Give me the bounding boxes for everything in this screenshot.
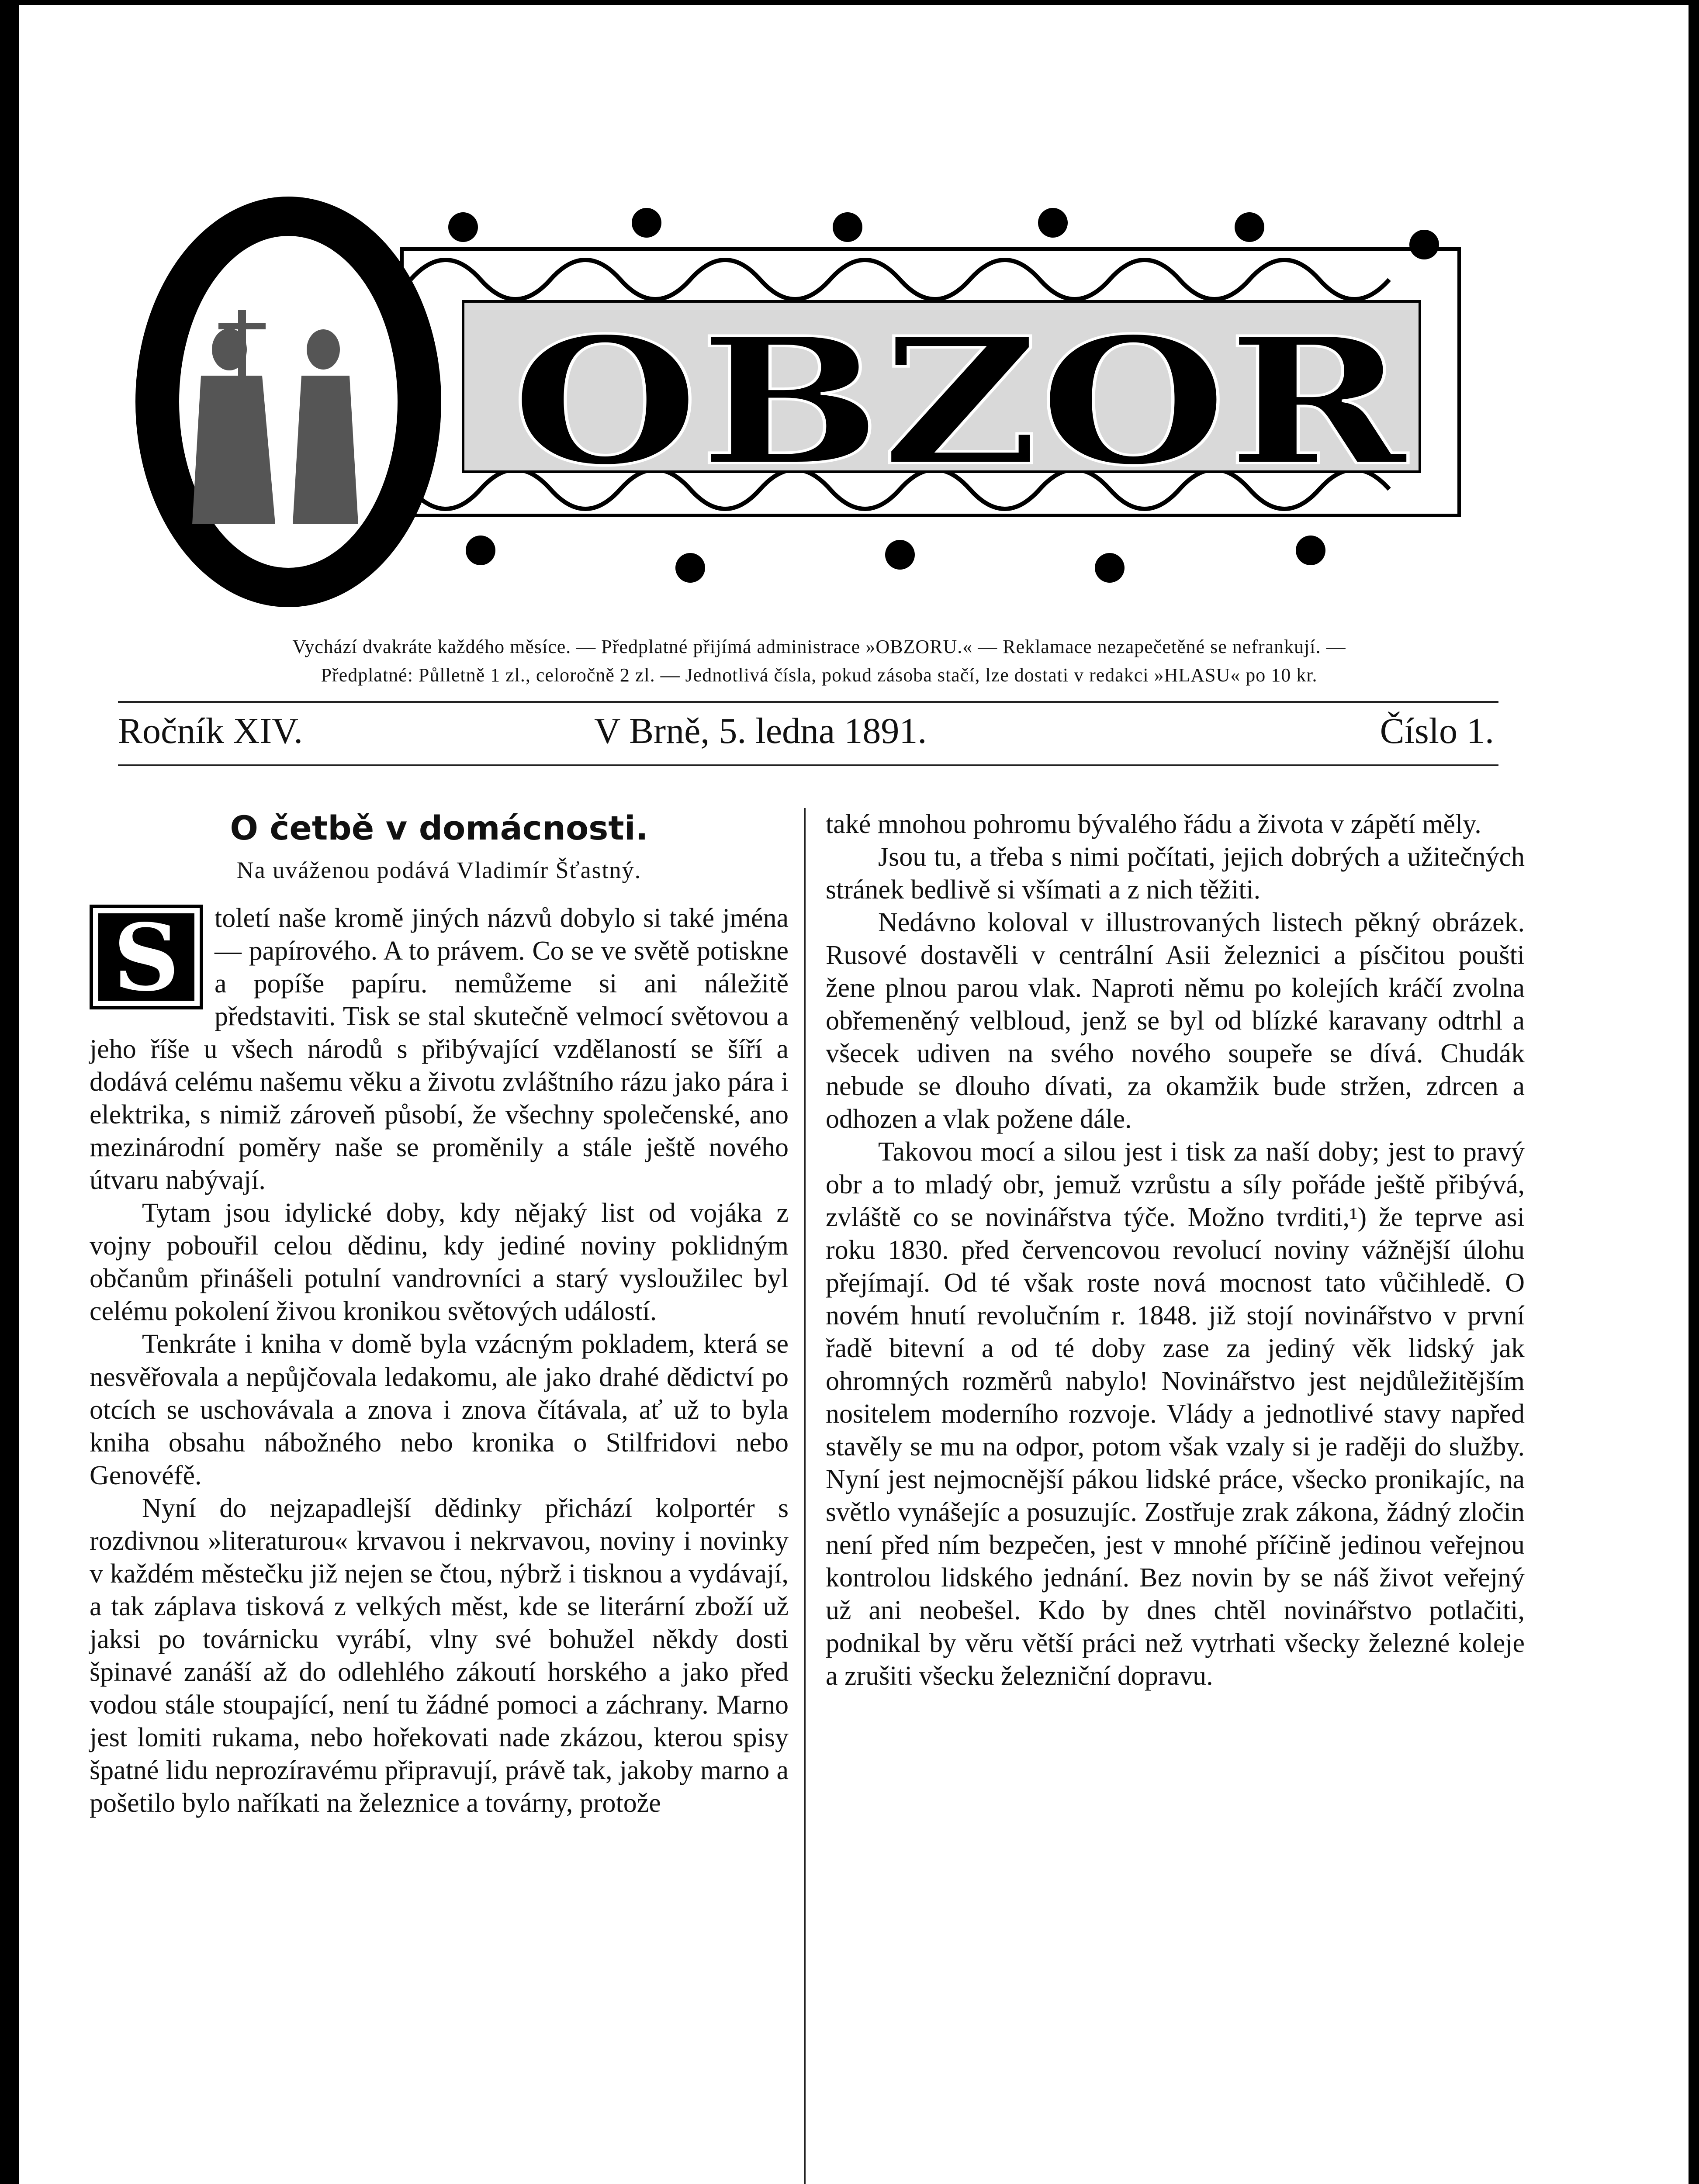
paragraph-right-4: Takovou mocí a silou jest i tisk za naší doby; jest to pravý obr a to mladý obr, jemuž vzrůstu a síly pořáde ještě přibývá, zvláště co se novinářstva týče. Možno tvrditi,¹) že teprve asi roku 1830. před červencovou revolucí noviny vážnější úlohu přejímají. Od té však roste nová mocnost tato vůčihledě. O novém hnutí revolučním r. 1848. již stojí novinářstvo v první řadě bitevní a od té doby zase za jediný věk lidský jak ohromných rozměrů nabylo! Novinářstvo jest nejdůležitějším nositelem moderního rozvoje. Vlády a jednotlivé stavy napřed stavěly se mu na odpor, potom však vzaly si je raději do služby. Nyní jest nejmocnější pákou lidské práce, všecko pronikajíc, na světlo vynášejíc a posuzujíc. Zostřuje zrak zákona, žádný zločin není před ním bezpečen, jest v mnohé příčině jedinou veřejnou kontrolou lidského jednání. Bez novin by se náš život veřejný už ani neobešel. Kdo by dnes chtěl novinářstvo potlačiti, podnikal by věru větší práci než vytrhati všecky železné koleje a zrušiti všecku železniční dopravu. — [826, 1137, 1525, 1691]
scan-border-right — [1689, 0, 1699, 2184]
paragraph-right-3: Nedávno koloval v illustrovaných listech pěkný obrázek. Rusové dostavěli v centrální Asii železnici a písčitou poušti žene plnou parou vlak. Naproti němu po kolejích kráčí zvolna obřemeněný velbloud, jenž se byl od blízké karavany odtrhl a všecek udiven na svého nového soupeře se dívá. Chudák nebude se dlouho dívati, za okamžik bude stržen, zdrcen a odhozen a vlak požene dále. — [826, 908, 1525, 1134]
article-byline: Na uváženou podává Vladimír Šťastný. — [236, 857, 642, 883]
paragraph-left-4: Nyní do nejzapadlejší dědinky přichází kolportér s rozdivnou »literaturou« krvavou i nekrvavou, noviny i novinky v každém městečku již nejen se čtou, nýbrž i tisknou a vydávají, a tak záplava tisková z velkých měst, kde se literární zboží už jaksi po továrnicku vyrábí, vlny své bohužel někdy dosti špinavé zanáší až do odlehlého zákoutí horského a jako před vodou stále stoupající, není tu žádné pomoci a záchrany. Marno jest lomiti rukama, nebo hořekovati nade zkázou, kterou spisy špatné lidu neprozíravému připravují, právě tak, jakoby marno a pošetilo bylo naříkati na železnice a továrny, protože — [90, 1493, 789, 1818]
issue-row — [118, 710, 1498, 758]
subscription-line-2: Předplatné: Půlletně 1 zl., celoročně 2 zl. — Jednotlivá čísla, pokud zásoba stačí, lze dostati v redakci »HLASU« po 10 kr. — [321, 664, 1318, 686]
scan-border-left — [0, 0, 19, 2184]
subscription-line-1: Vychází dvakráte každého měsíce. — Předplatné přijímá administrace »OBZORU.« — Reklamace nezapečetěné se nefrankují. — — [292, 636, 1346, 657]
header-rule-top — [118, 701, 1498, 703]
header-rule-bottom — [118, 764, 1498, 766]
issue-number: Číslo 1. — [1380, 711, 1494, 751]
paragraph-right-2: Jsou tu, a třeba s nimi počítati, jejich dobrých a užitečných stránek bedlivě si všímati a z nich těžiti. — [826, 842, 1525, 905]
masthead — [131, 192, 1464, 612]
initial-letter: S — [113, 905, 180, 1010]
paragraph-right-1: také mnohou pohromu bývalého řádu a života v zápětí měly. — [826, 809, 1481, 839]
column-right — [826, 808, 1525, 1693]
article-title: O četbě v domácnosti. — [230, 809, 648, 847]
paragraph-left-2: Tytam jsou idylické doby, kdy nějaký list od vojáka z vojny pobouřil celou dědinu, kdy jediné noviny poklidným občanům přinášeli potulní vandrovníci a starý vysloužilec byl celému pokolení živou kronikou světových událostí. — [90, 1198, 789, 1327]
column-divider — [804, 808, 806, 2184]
masthead-ornament — [131, 192, 1464, 612]
paragraph-left-3: Tenkráte i kniha v domě byla vzácným pokladem, která se nesvěřovala a nepůjčovala ledakomu, ale jako drahé dědictví po otcích se uschovávala a znova i znova čítávala, ať už to byla kniha obsahu nábožného nebo kronika o Stilfridovi nebo Genovéfě. — [90, 1329, 789, 1490]
masthead-title: OBZOR — [511, 299, 1410, 505]
column-left — [90, 808, 789, 1820]
decorative-initial — [90, 905, 203, 1009]
paragraph-left-1: toletí naše kromě jiných názvů dobylo si také jména — papírového. A to právem. Co se ve světě potiskne a popíše papíru. nemůžeme si ani náležitě představiti. Tisk se stal skutečně velmocí světovou a jeho říše u všech národů s přibývající vzdělaností se šíří a dodává celému našemu věku a životu zvláštního rázu jako pára i elektrika, s nimiž zároveň působí, že všechny společenské, ano mezinárodní poměry naše se proměnily a stále ještě nového útvaru nabývají. — [90, 903, 789, 1196]
scan-border-top — [0, 0, 1699, 5]
place-date: V Brně, 5. ledna 1891. — [594, 711, 927, 751]
volume-label: Ročník XIV. — [118, 711, 303, 751]
